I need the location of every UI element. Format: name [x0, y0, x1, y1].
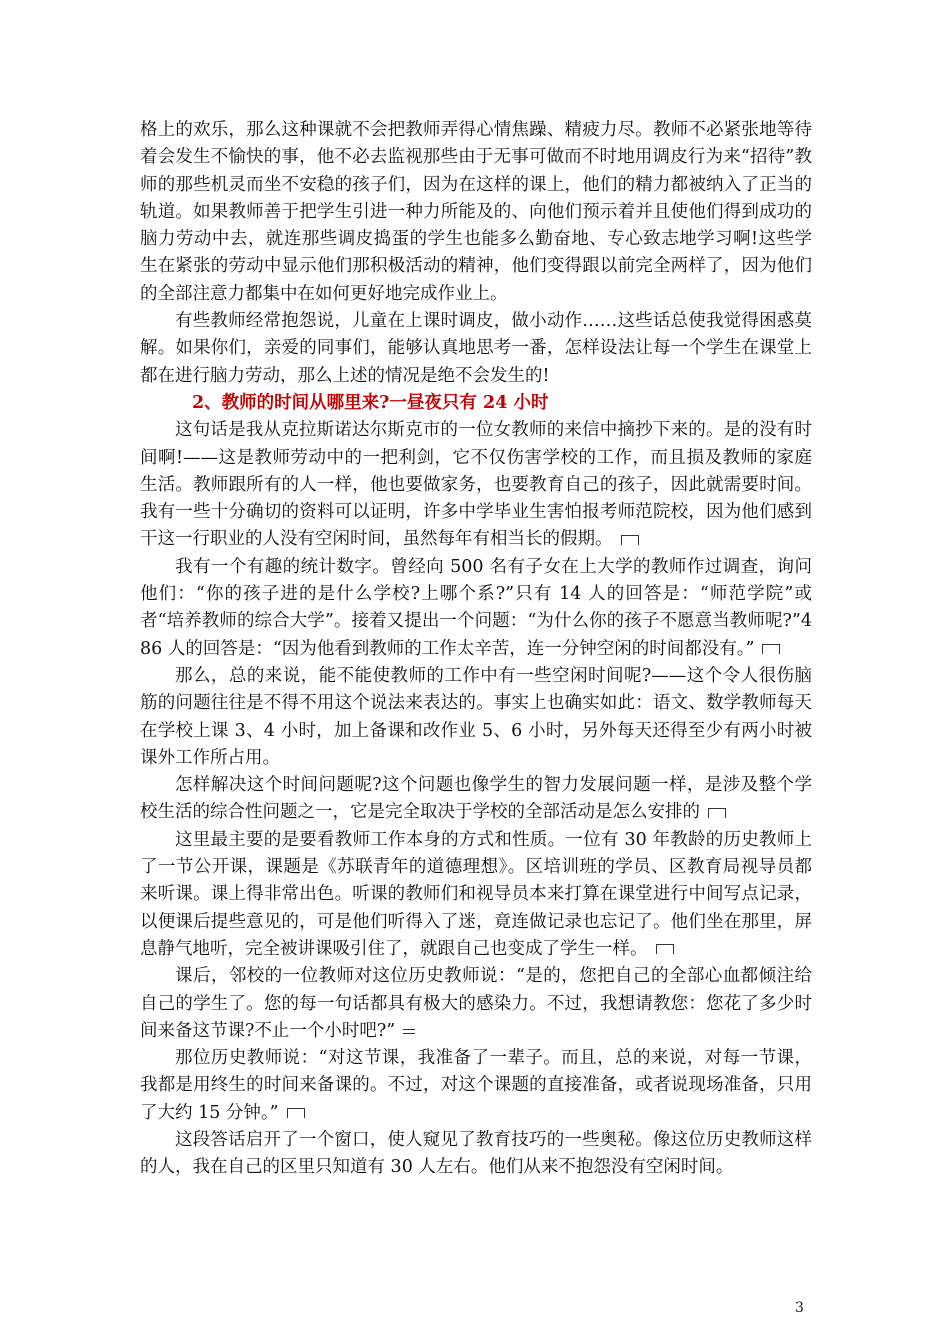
paragraph: 有些教师经常抱怨说，儿童在上课时调皮，做小动作……这些话总使我觉得困惑莫解。如果你们，亲爱的同事们，能够认真地思考一番，怎样设法让每一个学生在课堂上都在进行脑力劳动，那么上述的情况是绝不会发生的! [140, 311, 812, 386]
paragraph: 怎样解决这个时间问题呢?这个问题也像学生的智力发展问题一样，是涉及整个学校生活的综合性问题之一，它是完全取决于学校的全部活动是怎么安排的 [140, 775, 812, 823]
paragraph: 课后，邻校的一位教师对这位历史教师说：“是的，您把自己的全部心血都倾注给自己的学生了。您的每一句话都具有极大的感染力。不过，我想请教您：您花了多少时间来备这节课?不止一个小时吧?” [140, 966, 812, 1041]
paragraph: 这句话是我从克拉斯诺达尔斯克市的一位女教师的来信中摘抄下来的。是的没有时间啊!——这是教师劳动中的一把利剑，它不仅伤害学校的工作，而且损及教师的家庭生活。教师跟所有的人一样，他也要做家务，也要教育自己的孩子，因此就需要时间。我有一些十分确切的资料可以证明，许多中学毕业生害怕报考师范院校，因为他们感到干这一行职业的人没有空闲时间，虽然每年有相当长的假期。 [140, 420, 812, 550]
paragraph: 这段答话启开了一个窗口，使人窥见了教育技巧的一些奥秘。像这位历史教师这样的人，我在自己的区里只知道有 30 人左右。他们从来不抱怨没有空闲时间。 [140, 1129, 812, 1178]
return-mark-icon [403, 1029, 415, 1034]
paragraph: 我有一个有趣的统计数字。曾经向 500 名有子女在上大学的教师作过调查，询问他们：“你的孩子进的是什么学校?上哪个系?”只有 14 人的回答是：“师范学院”或者“培养教师的综合大学”。接着又提出一个问题：“为什么你的孩子不愿意当教师呢?”486 人的回答是：“因为他看到教师的工作太辛苦，连一分钟空闲的时间都没有。” [140, 556, 812, 659]
paragraph: 那位历史教师说：“对这节课，我准备了一辈子。而且，总的来说，对每一节课，我都是用终生的时间来备课的。不过，对这个课题的直接准备，或者说现场准备，只用了大约 15 分钟。” [140, 1048, 812, 1123]
return-mark-icon [656, 944, 674, 954]
return-mark-icon [708, 808, 726, 818]
page-number: 3 [795, 1300, 804, 1316]
paragraph: 这里最主要的是要看教师工作本身的方式和性质。一位有 30 年教龄的历史教师上了一节公开课，课题是《苏联青年的道德理想》。区培训班的学员、区教育局视导员都来听课。课上得非常出色。听课的教师们和视导员本来打算在课堂进行中间写点记录，以便课后提些意见的，可是他们听得入了迷，竟连做记录也忘记了。他们坐在那里，屏息静气地听，完全被讲课吸引住了，就跟自己也变成了学生一样。 [140, 829, 812, 959]
return-mark-icon [287, 1108, 305, 1118]
page-body [140, 117, 812, 1182]
return-mark-icon [762, 644, 780, 654]
return-mark-icon [621, 535, 639, 545]
paragraph-continued: 格上的欢乐，那么这种课就不会把教师弄得心情焦躁、精疲力尽。教师不必紧张地等待着会发生不愉快的事，他不必去监视那些由于无事可做而不时地用调皮行为来“招待”教师的那些机灵而坐不安稳的孩子们，因为在这样的课上，他们的精力都被纳入了正当的轨道。如果教师善于把学生引进一种力所能及的、向他们预示着并且使他们得到成功的脑力劳动中去，就连那些调皮捣蛋的学生也能多么勤奋地、专心致志地学习啊!这些学生在紧张的劳动中显示他们那积极活动的精神，他们变得跟以前完全两样了，因为他们的全部注意力都集中在如何更好地完成作业上。 [140, 120, 812, 304]
paragraph: 那么，总的来说，能不能使教师的工作中有一些空闲时间呢?——这个令人很伤脑筋的问题往往是不得不用这个说法来表达的。事实上也确实如此：语文、数学教师每天在学校上课 3、4 小时，加上备课和改作业 5、6 小时，另外每天还得至少有两小时被课外工作所占用。 [140, 665, 812, 768]
section-heading: 2、教师的时间从哪里来?一昼夜只有 24 小时 [192, 392, 549, 413]
